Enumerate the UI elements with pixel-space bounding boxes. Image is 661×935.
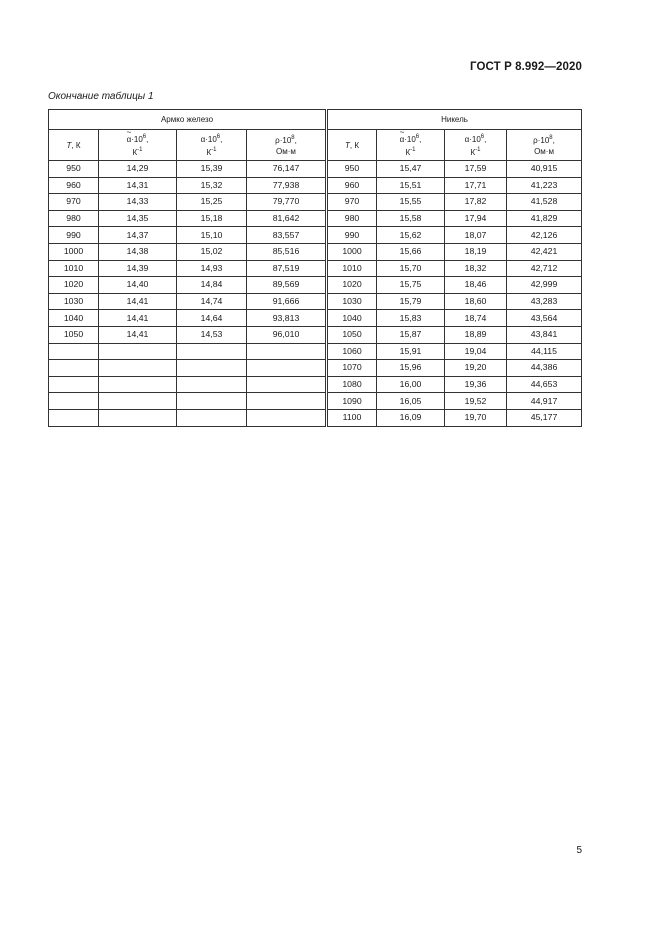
unit-exponent: -1	[410, 147, 416, 153]
header-line-symbol	[507, 133, 581, 146]
table-cell	[99, 393, 177, 410]
table-row	[49, 393, 582, 410]
column-header-temperature-left	[49, 130, 99, 161]
table-cell: 19,20	[445, 360, 507, 377]
unit: К	[206, 148, 212, 157]
unit: Ом·м	[534, 147, 554, 156]
table-cell: 16,09	[377, 409, 445, 426]
table-cell: 41,829	[507, 210, 582, 227]
table-cell: 43,564	[507, 310, 582, 327]
table-row	[49, 210, 582, 227]
table-row	[49, 194, 582, 211]
table-cell	[247, 393, 327, 410]
table-row	[49, 376, 582, 393]
table-cell: 1000	[49, 243, 99, 260]
header-line-symbol	[99, 132, 176, 145]
group-header-nickel: Никель	[327, 110, 582, 130]
table-cell: 14,64	[177, 310, 247, 327]
header-line-unit	[99, 145, 176, 158]
table-cell	[177, 409, 247, 426]
table-cell: 15,55	[377, 194, 445, 211]
table-cell: 960	[327, 177, 377, 194]
column-header-row	[49, 130, 582, 161]
separator: ,	[484, 135, 487, 144]
table-cell: 19,04	[445, 343, 507, 360]
table-cell: 1100	[327, 409, 377, 426]
table-cell: 44,917	[507, 393, 582, 410]
table-cell: 980	[49, 210, 99, 227]
table-cell: 970	[49, 194, 99, 211]
table-cell: 980	[327, 210, 377, 227]
table-cell	[49, 393, 99, 410]
table-cell: 41,528	[507, 194, 582, 211]
table-cell: 18,89	[445, 326, 507, 343]
table-cell: 93,813	[247, 310, 327, 327]
table-cell: 89,569	[247, 277, 327, 294]
table-cell: 1010	[327, 260, 377, 277]
table-cell: 15,96	[377, 360, 445, 377]
table-cell: 15,83	[377, 310, 445, 327]
table-cell: 14,37	[99, 227, 177, 244]
exponent: 8	[549, 135, 553, 141]
table-row	[49, 243, 582, 260]
table-cell	[49, 360, 99, 377]
header-line-symbol	[377, 132, 444, 145]
column-header-resistivity-left	[247, 130, 327, 161]
table-cell: 15,39	[177, 161, 247, 178]
multiplier: ·10	[537, 136, 550, 145]
table-cell: 15,47	[377, 161, 445, 178]
separator: ,	[294, 136, 297, 145]
table-cell: 18,32	[445, 260, 507, 277]
table-cell	[99, 343, 177, 360]
table-cell: 76,147	[247, 161, 327, 178]
symbol: α	[200, 135, 206, 144]
table-cell: 43,283	[507, 293, 582, 310]
table-row	[49, 326, 582, 343]
table-cell: 1010	[49, 260, 99, 277]
document-code: ГОСТ Р 8.992—2020	[470, 61, 582, 73]
table-cell: 15,91	[377, 343, 445, 360]
table-cell: 990	[49, 227, 99, 244]
table-cell: 14,41	[99, 310, 177, 327]
table-cell	[177, 360, 247, 377]
table-cell	[177, 393, 247, 410]
table-cell: 14,38	[99, 243, 177, 260]
table-cell: 1030	[327, 293, 377, 310]
unit-exponent: -1	[475, 147, 481, 153]
exponent: 6	[480, 134, 485, 140]
table-cell	[99, 376, 177, 393]
table-row	[49, 277, 582, 294]
table-cell: 17,82	[445, 194, 507, 211]
table-cell: 85,516	[247, 243, 327, 260]
table-row	[49, 409, 582, 426]
table-cell: 42,712	[507, 260, 582, 277]
multiplier: ·10	[279, 136, 292, 145]
table-cell: 1090	[327, 393, 377, 410]
table-cell: 1040	[327, 310, 377, 327]
table-cell	[99, 360, 177, 377]
table-cell: 1020	[327, 277, 377, 294]
table-cell: 15,18	[177, 210, 247, 227]
temperature-symbol: T	[66, 140, 72, 150]
table-cell: 15,79	[377, 293, 445, 310]
table-cell: 14,29	[99, 161, 177, 178]
data-table	[48, 109, 582, 427]
temperature-unit: , К	[71, 140, 81, 150]
table-cell: 14,35	[99, 210, 177, 227]
table-cell	[177, 376, 247, 393]
exponent: 8	[291, 135, 295, 141]
table-cell: 990	[327, 227, 377, 244]
table-cell: 1070	[327, 360, 377, 377]
table-cell: 81,642	[247, 210, 327, 227]
multiplier: ·10	[404, 135, 416, 144]
table-cell: 42,126	[507, 227, 582, 244]
table-cell: 1080	[327, 376, 377, 393]
separator: ,	[146, 135, 149, 144]
table-cell: 1050	[49, 326, 99, 343]
unit: Ом·м	[276, 147, 296, 156]
table-cell: 44,115	[507, 343, 582, 360]
table-cell: 15,32	[177, 177, 247, 194]
table-cell: 41,223	[507, 177, 582, 194]
table-cell: 1020	[49, 277, 99, 294]
table-cell: 14,39	[99, 260, 177, 277]
table-cell: 17,71	[445, 177, 507, 194]
table-cell: 44,653	[507, 376, 582, 393]
table-cell: 15,25	[177, 194, 247, 211]
table-cell: 14,53	[177, 326, 247, 343]
table-cell: 79,770	[247, 194, 327, 211]
separator: ,	[220, 135, 223, 144]
table-cell	[177, 343, 247, 360]
temperature-symbol: T	[345, 140, 350, 150]
unit: К	[470, 148, 476, 157]
table-cell: 18,07	[445, 227, 507, 244]
symbol: ρ	[275, 136, 280, 145]
exponent: 6	[415, 134, 420, 140]
header-line-symbol	[177, 132, 246, 145]
table-cell: 15,70	[377, 260, 445, 277]
unit: К	[405, 148, 411, 157]
table-cell	[49, 343, 99, 360]
table-body	[49, 161, 582, 427]
table-cell: 960	[49, 177, 99, 194]
table-cell: 15,87	[377, 326, 445, 343]
symbol: ρ	[533, 136, 538, 145]
separator: ,	[419, 135, 422, 144]
table-cell	[49, 409, 99, 426]
column-header-resistivity-right	[507, 130, 582, 161]
table-cell: 15,51	[377, 177, 445, 194]
table-row	[49, 343, 582, 360]
table-cell: 1050	[327, 326, 377, 343]
table-cell	[247, 343, 327, 360]
table-cell: 87,519	[247, 260, 327, 277]
table-cell: 18,46	[445, 277, 507, 294]
header-line-symbol	[445, 132, 506, 145]
table-cell: 15,66	[377, 243, 445, 260]
table-container	[48, 109, 581, 427]
column-header-temperature-right	[327, 130, 377, 161]
exponent: 6	[142, 134, 147, 140]
table-cell: 15,62	[377, 227, 445, 244]
table-cell: 44,386	[507, 360, 582, 377]
group-header-armco-iron: Армко железо	[49, 110, 327, 130]
header-line-unit	[445, 145, 506, 158]
column-header-expansion-coefficient-right	[445, 130, 507, 161]
unit-exponent: -1	[211, 147, 217, 153]
unit: К	[132, 148, 138, 157]
temperature-unit: , К	[349, 140, 359, 150]
header-line-unit	[377, 145, 444, 158]
table-cell	[247, 360, 327, 377]
symbol: α	[464, 135, 470, 144]
table-cell: 1030	[49, 293, 99, 310]
header-line-symbol	[247, 133, 325, 146]
table-cell: 14,93	[177, 260, 247, 277]
table-cell	[49, 376, 99, 393]
page-number: 5	[576, 845, 582, 856]
table-cell: 14,74	[177, 293, 247, 310]
table-cell: 18,19	[445, 243, 507, 260]
table-cell: 14,41	[99, 293, 177, 310]
unit-exponent: -1	[137, 147, 143, 153]
table-cell: 16,00	[377, 376, 445, 393]
table-cell: 15,58	[377, 210, 445, 227]
table-row	[49, 227, 582, 244]
table-cell: 40,915	[507, 161, 582, 178]
exponent: 6	[216, 134, 221, 140]
table-caption: Окончание таблицы 1	[48, 91, 154, 102]
table-cell: 14,33	[99, 194, 177, 211]
symbol: ~ α	[127, 134, 132, 145]
table-cell: 14,84	[177, 277, 247, 294]
table-cell: 970	[327, 194, 377, 211]
table-row	[49, 310, 582, 327]
table-cell	[99, 409, 177, 426]
header-line-unit	[507, 146, 581, 157]
table-cell: 19,70	[445, 409, 507, 426]
multiplier: ·10	[131, 135, 143, 144]
table-cell: 15,75	[377, 277, 445, 294]
table-cell: 18,74	[445, 310, 507, 327]
table-cell: 1060	[327, 343, 377, 360]
table-cell: 14,31	[99, 177, 177, 194]
table-cell: 1040	[49, 310, 99, 327]
separator: ,	[552, 136, 555, 145]
table-cell: 15,10	[177, 227, 247, 244]
table-cell: 14,40	[99, 277, 177, 294]
table-cell: 18,60	[445, 293, 507, 310]
table-cell: 19,36	[445, 376, 507, 393]
column-header-mean-expansion-coefficient-left	[99, 130, 177, 161]
table-cell: 950	[49, 161, 99, 178]
table-cell: 45,177	[507, 409, 582, 426]
column-header-expansion-coefficient-left	[177, 130, 247, 161]
table-cell	[247, 409, 327, 426]
table-cell: 16,05	[377, 393, 445, 410]
header-line-unit	[247, 146, 325, 157]
table-cell: 91,666	[247, 293, 327, 310]
table-cell: 83,557	[247, 227, 327, 244]
column-header-mean-expansion-coefficient-right	[377, 130, 445, 161]
table-cell: 15,02	[177, 243, 247, 260]
multiplier: ·10	[205, 135, 217, 144]
table-cell: 42,421	[507, 243, 582, 260]
table-cell: 1000	[327, 243, 377, 260]
table-row	[49, 260, 582, 277]
table-cell: 96,010	[247, 326, 327, 343]
table-cell: 19,52	[445, 393, 507, 410]
table-row	[49, 360, 582, 377]
table-cell	[247, 376, 327, 393]
table-row	[49, 177, 582, 194]
table-cell: 77,938	[247, 177, 327, 194]
table-row	[49, 293, 582, 310]
table-cell: 42,999	[507, 277, 582, 294]
table-cell: 950	[327, 161, 377, 178]
symbol: ~ α	[400, 134, 405, 145]
table-cell: 17,94	[445, 210, 507, 227]
table-cell: 43,841	[507, 326, 582, 343]
header-line-unit	[177, 145, 246, 158]
table-cell: 17,59	[445, 161, 507, 178]
table-cell: 14,41	[99, 326, 177, 343]
multiplier: ·10	[469, 135, 481, 144]
table-row	[49, 161, 582, 178]
